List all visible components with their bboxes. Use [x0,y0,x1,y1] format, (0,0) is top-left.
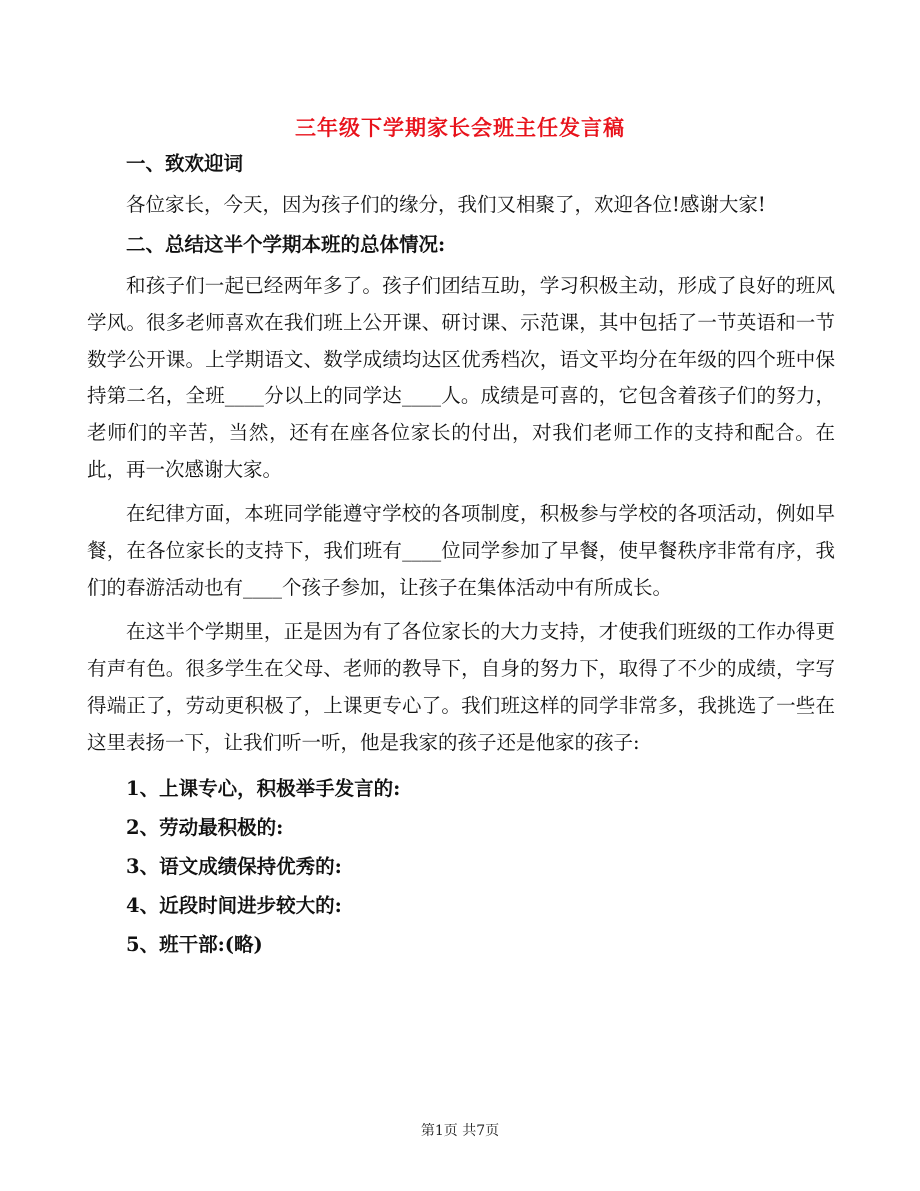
list-item: 2、劳动最积极的: [126,816,284,840]
section-heading-summary: 二、总结这半个学期本班的总体情况: [126,233,446,257]
list-item: 1、上课专心，积极举手发言的: [126,777,401,801]
list-item: 5、班干部:(略) [126,933,263,957]
welcome-paragraph: 各位家长，今天，因为孩子们的缘分，我们又相聚了，欢迎各位!感谢大家! [126,192,766,216]
document-body [87,146,835,964]
document-title: 三年级下学期家长会班主任发言稿 [295,115,625,140]
page-footer: 第1页 共7页 [420,1123,500,1139]
section-heading-welcome: 一、致欢迎词 [126,152,244,175]
summary-paragraph-3: 在这半个学期里，正是因为有了各位家长的大力支持，才使我们班级的工作办得更有声有色。很多学生在父母、老师的教导下，自身的努力下，取得了不少的成绩，字写得端正了，劳动更积极了，上课更专心了。我们班这样的同学非常多，我挑选了一些在这里表扬一下，让我们听一听，他是我家的孩子还是他家的孩子: [87,620,835,754]
summary-paragraph-2: 在纪律方面，本班同学能遵守学校的各项制度，积极参与学校的各项活动，例如早餐，在各位家长的支持下，我们班有____位同学参加了早餐，使早餐秩序非常有序，我们的春游活动也有____个孩子参加，让孩子在集体活动中有所成长。 [87,502,835,599]
praise-list [87,769,835,964]
summary-paragraph-1: 和孩子们一起已经两年多了。孩子们团结互助，学习积极主动，形成了良好的班风学风。很多老师喜欢在我们班上公开课、研讨课、示范课，其中包括了一节英语和一节数学公开课。上学期语文、数学成绩均达区优秀档次，语文平均分在年级的四个班中保持第二名，全班____分以上的同学达____人。成绩是可喜的，它包含着孩子们的努力，老师们的辛苦，当然，还有在座各位家长的付出，对我们老师工作的支持和配合。在此，再一次感谢大家。 [87,274,835,481]
list-item: 4、近段时间进步较大的: [126,894,342,918]
list-item: 3、语文成绩保持优秀的: [126,855,342,879]
